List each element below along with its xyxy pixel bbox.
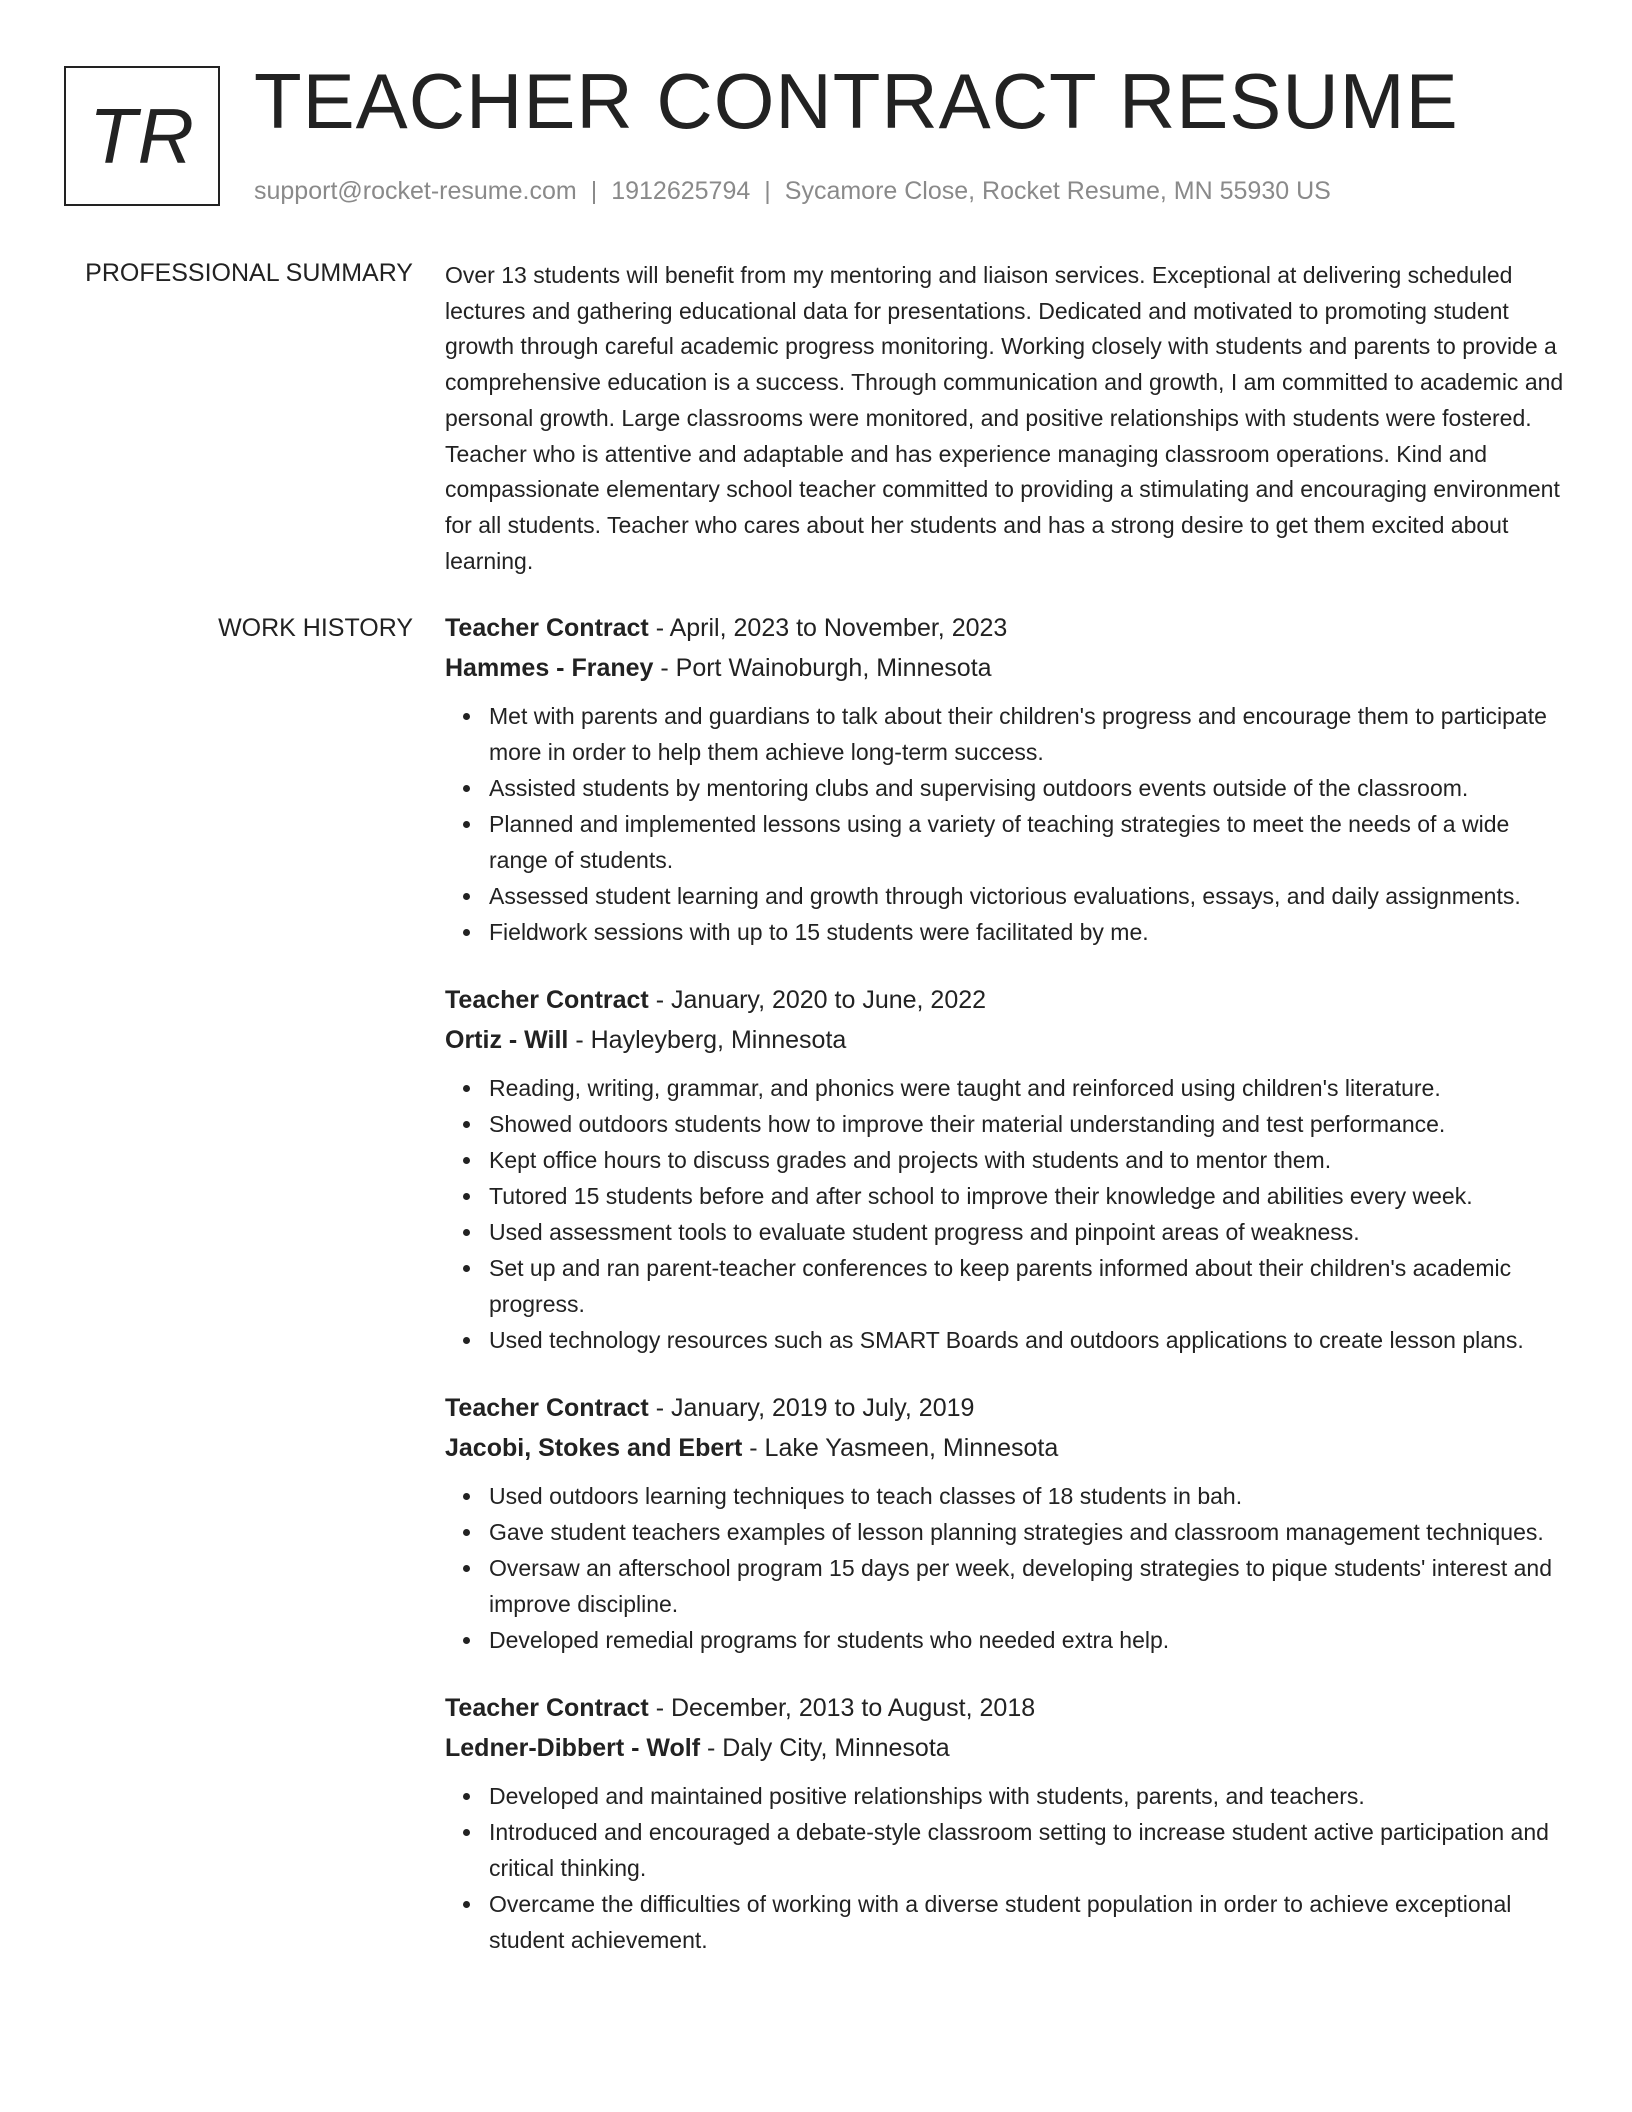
job-dates: - April, 2023 to November, 2023 (648, 614, 1008, 642)
job-title-line (445, 980, 1565, 1020)
job-company-line (445, 1728, 1565, 1768)
contact-separator: | (590, 177, 598, 205)
job-company-line (445, 1020, 1565, 1060)
job-title-line (445, 608, 1565, 648)
job-company: Jacobi, Stokes and Ebert (445, 1434, 743, 1462)
job-company: Ledner-Dibbert - Wolf (445, 1734, 701, 1762)
job-bullet: Developed and maintained positive relationships with students, parents, and teachers. (489, 1778, 1565, 1814)
section-label-work-history: WORK HISTORY (218, 614, 413, 642)
job-company-line (445, 648, 1565, 688)
job-bullet-list (445, 1070, 1565, 1358)
job-title: Teacher Contract (445, 1394, 649, 1422)
summary-text: Over 13 students will benefit from my mentoring and liaison services. Exceptional at delivering scheduled lectures and gathering educational data for presentations. Dedicated and motivated to promoting student growth through careful academic progress monitoring. Working closely with students and parents to provide a comprehensive education is a success. Through communication and growth, I am committed to academic and personal growth. Large classrooms were monitored, and positive relationships with students were fostered. Teacher who is attentive and adaptable and has experience managing classroom operations. Kind and compassionate elementary school teacher committed to providing a stimulating and encouraging environment for all students. Teacher who cares about her students and has a strong desire to get them excited about learning. (445, 262, 1564, 574)
job-company: Hammes - Franey (445, 654, 654, 682)
job-bullet: Introduced and encouraged a debate-style classroom setting to increase student active participation and critical thinking. (489, 1814, 1565, 1886)
resume-title: TEACHER CONTRACT RESUME (254, 57, 1459, 145)
job-title: Teacher Contract (445, 986, 649, 1014)
job-dates: - January, 2020 to June, 2022 (648, 986, 987, 1014)
section-label-summary: PROFESSIONAL SUMMARY (85, 259, 413, 287)
job-bullet: Assisted students by mentoring clubs and supervising outdoors events outside of the classroom. (489, 770, 1565, 806)
job-title: Teacher Contract (445, 614, 649, 642)
contact-line (254, 174, 1331, 208)
job-bullet-list (445, 1778, 1565, 1958)
job-dates: - December, 2013 to August, 2018 (648, 1694, 1036, 1722)
job-bullet: Set up and ran parent-teacher conferences to keep parents informed about their children's academic progress. (489, 1250, 1565, 1322)
job-location: - Lake Yasmeen, Minnesota (742, 1434, 1059, 1462)
job-bullet: Reading, writing, grammar, and phonics were taught and reinforced using children's literature. (489, 1070, 1565, 1106)
job-bullet: Developed remedial programs for students who needed extra help. (489, 1622, 1565, 1658)
job-bullet: Kept office hours to discuss grades and projects with students and to mentor them. (489, 1142, 1565, 1178)
work-history-body (445, 608, 1565, 1988)
contact-separator: | (764, 177, 771, 205)
job-bullet: Overcame the difficulties of working with a diverse student population in order to achieve exceptional student achievement. (489, 1886, 1565, 1958)
job-company-line (445, 1428, 1565, 1468)
job-bullet: Oversaw an afterschool program 15 days per week, developing strategies to pique students' interest and improve discipline. (489, 1550, 1565, 1622)
contact-address: Sycamore Close, Rocket Resume, MN 55930 US (784, 177, 1331, 205)
job-location: - Port Wainoburgh, Minnesota (653, 654, 992, 682)
job-entry (445, 1688, 1565, 1958)
job-bullet: Assessed student learning and growth through victorious evaluations, essays, and daily assignments. (489, 878, 1565, 914)
job-title-line (445, 1688, 1565, 1728)
job-entry (445, 980, 1565, 1358)
job-location: - Hayleyberg, Minnesota (568, 1026, 847, 1054)
job-bullet: Gave student teachers examples of lesson planning strategies and classroom management techniques. (489, 1514, 1565, 1550)
monogram-badge: TR (64, 66, 220, 206)
job-bullet: Used technology resources such as SMART Boards and outdoors applications to create lesson plans. (489, 1322, 1565, 1358)
job-company: Ortiz - Will (445, 1026, 569, 1054)
contact-email[interactable]: support@rocket-resume.com (254, 177, 577, 205)
job-entry (445, 608, 1565, 950)
job-bullet-list (445, 698, 1565, 950)
job-title-line (445, 1388, 1565, 1428)
job-entry (445, 1388, 1565, 1658)
contact-phone[interactable]: 1912625794 (611, 177, 751, 205)
job-location: - Daly City, Minnesota (700, 1734, 950, 1762)
job-bullet: Used outdoors learning techniques to teach classes of 18 students in bah. (489, 1478, 1565, 1514)
job-bullet: Showed outdoors students how to improve their material understanding and test performance. (489, 1106, 1565, 1142)
job-bullet: Fieldwork sessions with up to 15 students were facilitated by me. (489, 914, 1565, 950)
job-bullet: Used assessment tools to evaluate student progress and pinpoint areas of weakness. (489, 1214, 1565, 1250)
job-bullet: Met with parents and guardians to talk about their children's progress and encourage them to participate more in order to help them achieve long-term success. (489, 698, 1565, 770)
job-bullet: Planned and implemented lessons using a variety of teaching strategies to meet the needs of a wide range of students. (489, 806, 1565, 878)
job-bullet-list (445, 1478, 1565, 1658)
job-bullet: Tutored 15 students before and after school to improve their knowledge and abilities every week. (489, 1178, 1565, 1214)
job-dates: - January, 2019 to July, 2019 (648, 1394, 975, 1422)
job-title: Teacher Contract (445, 1694, 649, 1722)
summary-body (445, 258, 1565, 579)
